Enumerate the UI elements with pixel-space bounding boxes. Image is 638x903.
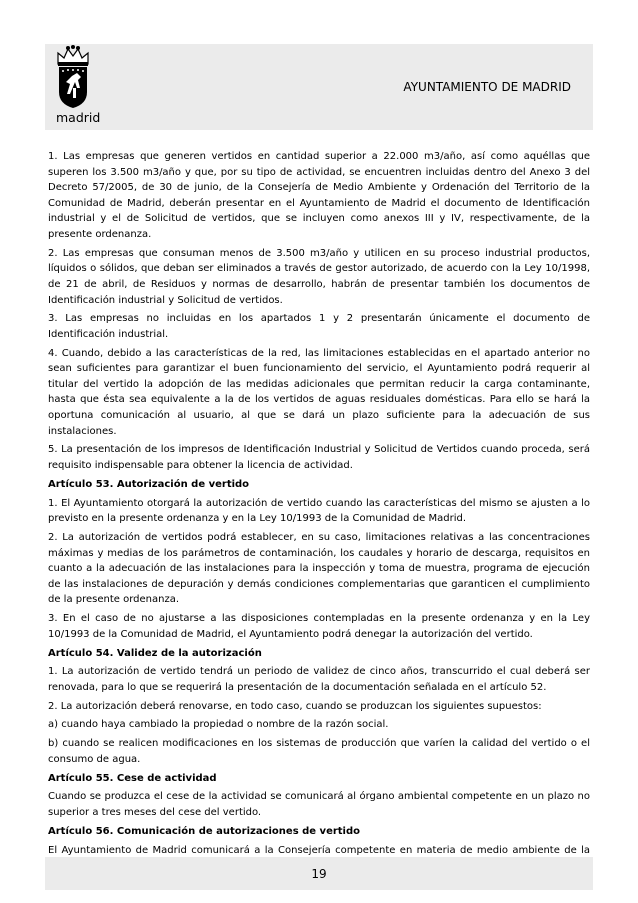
paragraph: 4. Cuando, debido a las características de la red, las limitaciones establecidas en el apartado anterior no sean suficientes para garantizar el buen funcionamiento del servicio, el Ayuntamiento podrá requerir al titular del vertido la adopción de las medidas adicionales que permitan reducir la carga contaminante, hasta que ésta sea equivalente a la de los vertidos de aguas residuales domésticas. Para ello se hará la oportuna comunicación al usuario, al que se dará un plazo suficiente para la adecuación de sus instalaciones. bbox=[48, 347, 590, 437]
organization-name: AYUNTAMIENTO DE MADRID bbox=[403, 80, 571, 94]
document-body bbox=[48, 149, 590, 896]
paragraph: 2. La autorización deberá renovarse, en todo caso, cuando se produzcan los siguientes supuestos: bbox=[48, 700, 542, 712]
section-heading: Artículo 55. Cese de actividad bbox=[48, 772, 217, 784]
madrid-coat-of-arms-icon bbox=[55, 44, 91, 110]
page-footer bbox=[45, 857, 593, 890]
page-header bbox=[45, 44, 593, 130]
paragraph: 3. Las empresas no incluidas en los apartados 1 y 2 presentarán únicamente el documento de Identificación industrial. bbox=[48, 313, 590, 340]
paragraph: 2. Las empresas que consuman menos de 3.500 m3/año y utilicen en su proceso industrial productos, líquidos o sólidos, que deban ser eliminados a través de gestor autorizado, de acuerdo con la Ley 10/1998, de 21 de abril, de Residuos y normas de desarrollo, habrán de presentar también los documentos de Identificación industrial y Solicitud de vertidos. bbox=[48, 247, 590, 306]
city-label: madrid bbox=[56, 110, 101, 125]
page-number: 19 bbox=[311, 867, 327, 881]
section-heading: Artículo 56. Comunicación de autorizaciones de vertido bbox=[48, 825, 361, 837]
paragraph: a) cuando haya cambiado la propiedad o nombre de la razón social. bbox=[48, 719, 389, 731]
paragraph: 1. La autorización de vertido tendrá un periodo de validez de cinco años, transcurrido el cual deberá ser renovada, para lo que se requerirá la presentación de la documentación señalada en el artículo 52. bbox=[48, 666, 590, 693]
paragraph: El Ayuntamiento de Madrid comunicará a la Consejería competente en materia de medio ambiente de la bbox=[48, 844, 590, 856]
paragraph: 1. Las empresas que generen vertidos en cantidad superior a 22.000 m3/año, así como aquéllas que superen los 3.500 m3/año y que, por su tipo de actividad, se encuentren incluidas dentro del Anexo 3 del Decreto 57/2005, de 30 de junio, de la Consejería de Medio Ambiente y Ordenación del Territorio de la Comunidad de Madrid, deberán presentar en el Ayuntamiento de Madrid el documento de Identificación industrial y el de Solicitud de vertidos, que se incluyen como anexos III y IV, respectivamente, de la presente ordenanza. bbox=[48, 151, 590, 240]
paragraph: 3. En el caso de no ajustarse a las disposiciones contempladas en la presente ordenanza y en la Ley 10/1993 de la Comunidad de Madrid, el Ayuntamiento podrá denegar la autorización del vertido. bbox=[48, 613, 590, 640]
paragraph: 1. El Ayuntamiento otorgará la autorización de vertido cuando las características del mismo se ajusten a lo previsto en la presente ordenanza y en la Ley 10/1993 de la Comunidad de Madrid. bbox=[48, 497, 590, 525]
paragraph: 2. La autorización de vertidos podrá establecer, en su caso, limitaciones relativas a las concentraciones máximas y medias de los parámetros de contaminación, los caudales y horario de descarga, requisitos en cuanto a la adecuación de las instalaciones para la inspección y toma de muestra, programa de ejecución de las instalaciones de depuración y demás condiciones complementarias que garanticen el cumplimiento de la presente ordenanza. bbox=[48, 531, 590, 606]
section-heading: Artículo 53. Autorización de vertido bbox=[48, 478, 250, 490]
section-heading: Artículo 54. Validez de la autorización bbox=[48, 647, 262, 659]
paragraph: 5. La presentación de los impresos de Identificación Industrial y Solicitud de Vertidos cuando proceda, será requisito indispensable para obtener la licencia de actividad. bbox=[48, 444, 590, 472]
paragraph: b) cuando se realicen modificaciones en los sistemas de producción que varíen la calidad del vertido o el consumo de agua. bbox=[48, 738, 590, 765]
paragraph: Cuando se produzca el cese de la actividad se comunicará al órgano ambiental competente en un plazo no superior a tres meses del cese del vertido. bbox=[48, 791, 590, 818]
